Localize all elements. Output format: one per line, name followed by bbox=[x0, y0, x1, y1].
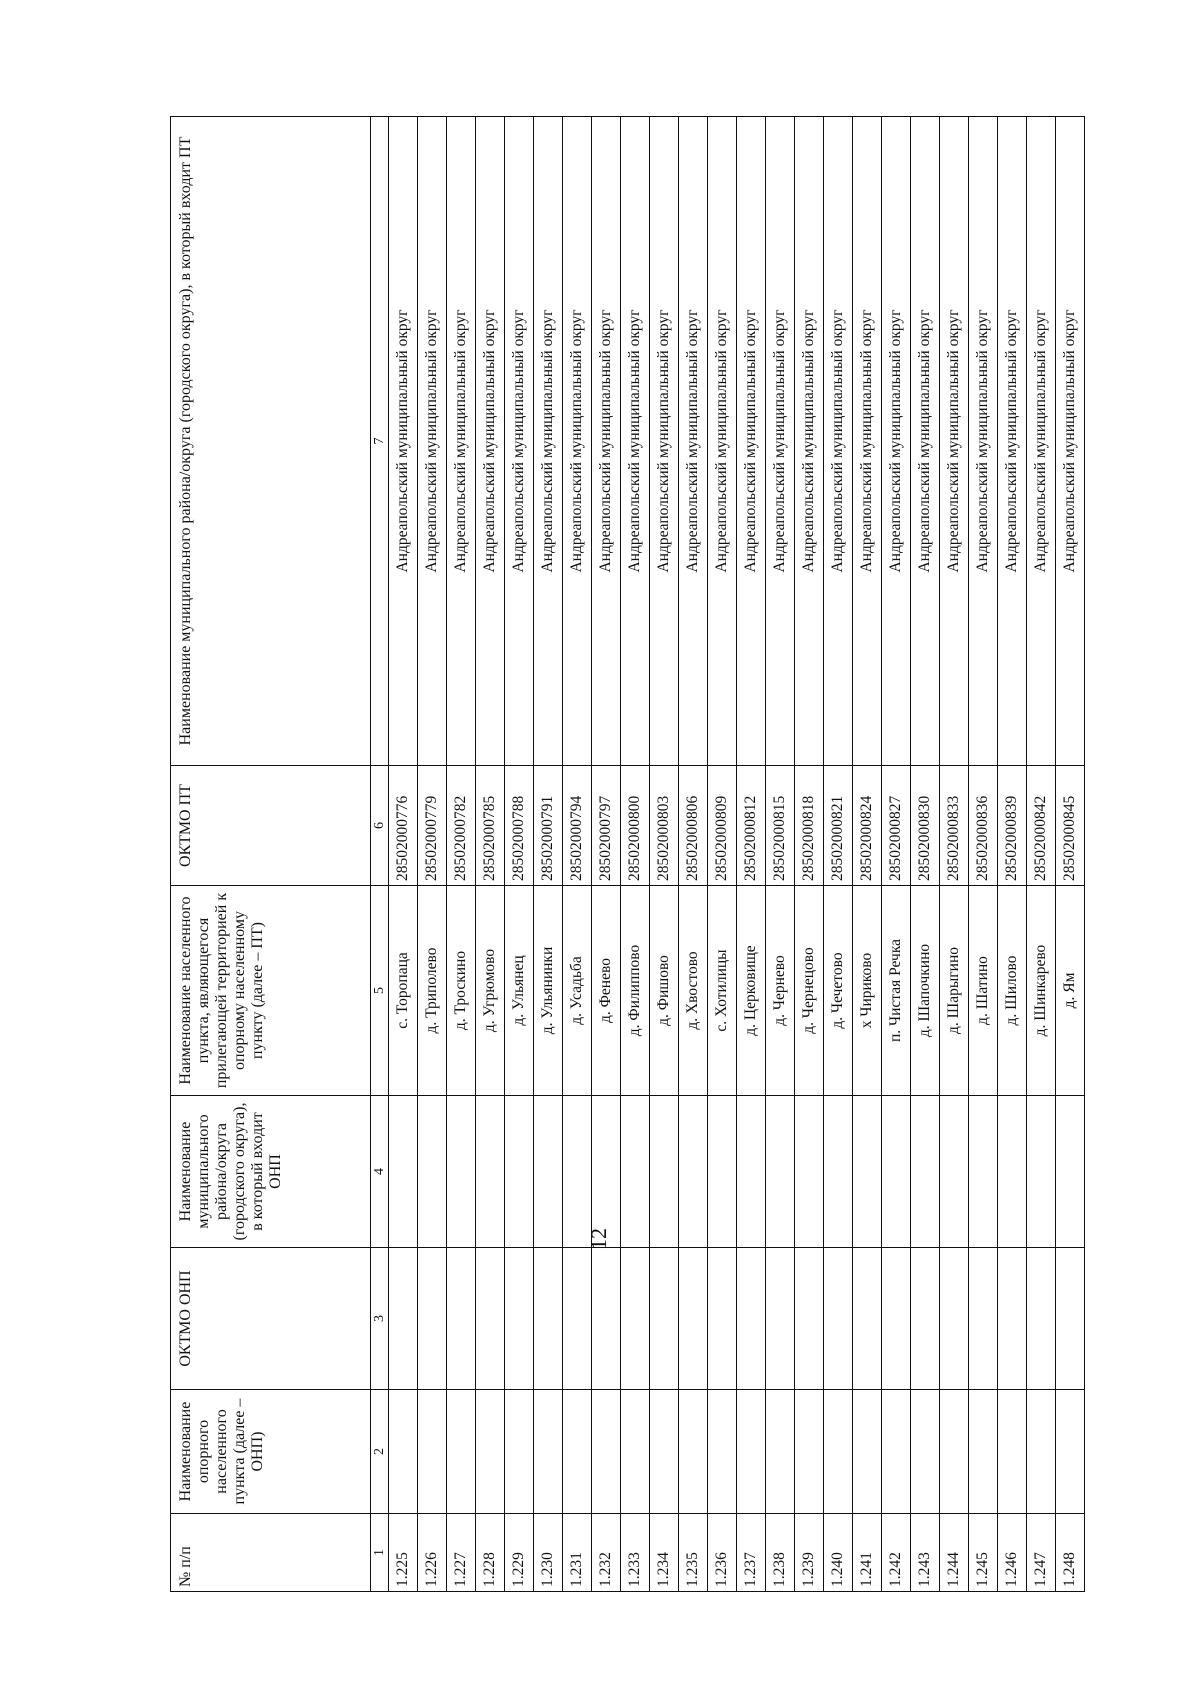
pt-oktmo-cell: 28502000791 bbox=[534, 766, 563, 886]
onp-district-cell bbox=[592, 1096, 621, 1248]
row-number: 1.238 bbox=[766, 1514, 795, 1592]
onp-oktmo-cell bbox=[795, 1248, 824, 1390]
onp-district-cell bbox=[911, 1096, 940, 1248]
pt-name-cell: х Чириково bbox=[853, 886, 882, 1096]
pt-oktmo-cell: 28502000836 bbox=[969, 766, 998, 886]
onp-district-cell bbox=[969, 1096, 998, 1248]
onp-district-cell bbox=[563, 1096, 592, 1248]
onp-oktmo-cell bbox=[998, 1248, 1027, 1390]
row-number: 1.228 bbox=[476, 1514, 505, 1592]
header-onp-oktmo: ОКТМО ОНП bbox=[171, 1248, 371, 1390]
row-number: 1.229 bbox=[505, 1514, 534, 1592]
onp-oktmo-cell bbox=[650, 1248, 679, 1390]
pt-oktmo-cell: 28502000842 bbox=[1027, 766, 1056, 886]
pt-oktmo-cell: 28502000818 bbox=[795, 766, 824, 886]
table-row bbox=[389, 117, 418, 1592]
header-onp-name: Наименование опорного населенного пункта (далее – ОНП) bbox=[171, 1390, 371, 1514]
onp-name-cell bbox=[563, 1390, 592, 1514]
header-onp-district: Наименование муниципального района/округа (городского округа), в который входит ОНП bbox=[171, 1096, 371, 1248]
pt-oktmo-cell: 28502000785 bbox=[476, 766, 505, 886]
onp-district-cell bbox=[534, 1096, 563, 1248]
header-number: № п/п bbox=[171, 1514, 371, 1592]
onp-district-cell bbox=[447, 1096, 476, 1248]
pt-oktmo-cell: 28502000794 bbox=[563, 766, 592, 886]
onp-name-cell bbox=[418, 1390, 447, 1514]
onp-oktmo-cell bbox=[766, 1248, 795, 1390]
row-number: 1.240 bbox=[824, 1514, 853, 1592]
onp-oktmo-cell bbox=[505, 1248, 534, 1390]
onp-district-cell bbox=[1056, 1096, 1085, 1248]
table-row bbox=[969, 117, 998, 1592]
pt-name-cell: д. Троскино bbox=[447, 886, 476, 1096]
row-number: 1.232 bbox=[592, 1514, 621, 1592]
row-number: 1.239 bbox=[795, 1514, 824, 1592]
column-index: 1 bbox=[371, 1514, 389, 1592]
pt-district-cell: Андреапольский муниципальный округ bbox=[708, 117, 737, 766]
document-table-wrapper bbox=[170, 117, 1078, 1592]
row-number: 1.226 bbox=[418, 1514, 447, 1592]
pt-district-cell: Андреапольский муниципальный округ bbox=[969, 117, 998, 766]
pt-name-cell: д. Церковище bbox=[737, 886, 766, 1096]
onp-oktmo-cell bbox=[708, 1248, 737, 1390]
header-pt-name: Наименование населенного пункта, являющегося прилегающей территорией к опорному населенному пункту (далее – ПТ) bbox=[171, 886, 371, 1096]
column-index: 7 bbox=[371, 117, 389, 766]
pt-district-cell: Андреапольский муниципальный округ bbox=[766, 117, 795, 766]
pt-name-cell: д. Шарыгино bbox=[940, 886, 969, 1096]
pt-oktmo-cell: 28502000812 bbox=[737, 766, 766, 886]
table-row bbox=[418, 117, 447, 1592]
pt-district-cell: Андреапольский муниципальный округ bbox=[476, 117, 505, 766]
table-row bbox=[1056, 117, 1085, 1592]
row-number: 1.247 bbox=[1027, 1514, 1056, 1592]
onp-oktmo-cell bbox=[824, 1248, 853, 1390]
pt-oktmo-cell: 28502000821 bbox=[824, 766, 853, 886]
onp-name-cell bbox=[476, 1390, 505, 1514]
table-row bbox=[766, 117, 795, 1592]
column-index-row bbox=[371, 117, 389, 1592]
column-index: 4 bbox=[371, 1096, 389, 1248]
pt-name-cell: д. Ям bbox=[1056, 886, 1085, 1096]
header-pt-oktmo: ОКТМО ПТ bbox=[171, 766, 371, 886]
table-row bbox=[795, 117, 824, 1592]
pt-oktmo-cell: 28502000782 bbox=[447, 766, 476, 886]
pt-name-cell: д. Ульянинки bbox=[534, 886, 563, 1096]
pt-name-cell: д. Шатино bbox=[969, 886, 998, 1096]
row-number: 1.235 bbox=[679, 1514, 708, 1592]
onp-name-cell bbox=[882, 1390, 911, 1514]
pt-district-cell: Андреапольский муниципальный округ bbox=[911, 117, 940, 766]
onp-district-cell bbox=[679, 1096, 708, 1248]
onp-name-cell bbox=[766, 1390, 795, 1514]
onp-name-cell bbox=[969, 1390, 998, 1514]
pt-name-cell: д. Филиппово bbox=[621, 886, 650, 1096]
pt-name-cell: д. Угрюмово bbox=[476, 886, 505, 1096]
pt-district-cell: Андреапольский муниципальный округ bbox=[621, 117, 650, 766]
onp-name-cell bbox=[911, 1390, 940, 1514]
column-index: 2 bbox=[371, 1390, 389, 1514]
onp-name-cell bbox=[389, 1390, 418, 1514]
table-row bbox=[911, 117, 940, 1592]
onp-district-cell bbox=[853, 1096, 882, 1248]
table-row bbox=[476, 117, 505, 1592]
row-number: 1.227 bbox=[447, 1514, 476, 1592]
row-number: 1.245 bbox=[969, 1514, 998, 1592]
pt-name-cell: п. Чистая Речка bbox=[882, 886, 911, 1096]
onp-district-cell bbox=[737, 1096, 766, 1248]
onp-name-cell bbox=[853, 1390, 882, 1514]
pt-name-cell: д. Триполево bbox=[418, 886, 447, 1096]
onp-name-cell bbox=[534, 1390, 563, 1514]
row-number: 1.241 bbox=[853, 1514, 882, 1592]
pt-district-cell: Андреапольский муниципальный округ bbox=[505, 117, 534, 766]
pt-district-cell: Андреапольский муниципальный округ bbox=[447, 117, 476, 766]
onp-district-cell bbox=[476, 1096, 505, 1248]
onp-district-cell bbox=[505, 1096, 534, 1248]
pt-district-cell: Андреапольский муниципальный округ bbox=[650, 117, 679, 766]
table-row bbox=[708, 117, 737, 1592]
pt-district-cell: Андреапольский муниципальный округ bbox=[679, 117, 708, 766]
pt-district-cell: Андреапольский муниципальный округ bbox=[592, 117, 621, 766]
row-number: 1.233 bbox=[621, 1514, 650, 1592]
onp-name-cell bbox=[505, 1390, 534, 1514]
onp-district-cell bbox=[418, 1096, 447, 1248]
pt-name-cell: д. Шинкарево bbox=[1027, 886, 1056, 1096]
onp-district-cell bbox=[1027, 1096, 1056, 1248]
row-number: 1.237 bbox=[737, 1514, 766, 1592]
pt-oktmo-cell: 28502000809 bbox=[708, 766, 737, 886]
table-row bbox=[1027, 117, 1056, 1592]
pt-oktmo-cell: 28502000797 bbox=[592, 766, 621, 886]
onp-oktmo-cell bbox=[1056, 1248, 1085, 1390]
pt-district-cell: Андреапольский муниципальный округ bbox=[824, 117, 853, 766]
onp-name-cell bbox=[824, 1390, 853, 1514]
table-row bbox=[534, 117, 563, 1592]
onp-district-cell bbox=[389, 1096, 418, 1248]
pt-oktmo-cell: 28502000830 bbox=[911, 766, 940, 886]
pt-district-cell: Андреапольский муниципальный округ bbox=[795, 117, 824, 766]
pt-name-cell: д. Чернецово bbox=[795, 886, 824, 1096]
row-number: 1.244 bbox=[940, 1514, 969, 1592]
onp-oktmo-cell bbox=[534, 1248, 563, 1390]
pt-oktmo-cell: 28502000833 bbox=[940, 766, 969, 886]
table-row bbox=[998, 117, 1027, 1592]
pt-name-cell: д. Хвостово bbox=[679, 886, 708, 1096]
pt-name-cell: д. Чечетово bbox=[824, 886, 853, 1096]
row-number: 1.231 bbox=[563, 1514, 592, 1592]
onp-district-cell bbox=[998, 1096, 1027, 1248]
pt-name-cell: с. Торопаца bbox=[389, 886, 418, 1096]
row-number: 1.236 bbox=[708, 1514, 737, 1592]
row-number: 1.234 bbox=[650, 1514, 679, 1592]
onp-oktmo-cell bbox=[476, 1248, 505, 1390]
table-row bbox=[505, 117, 534, 1592]
table-row bbox=[563, 117, 592, 1592]
pt-district-cell: Андреапольский муниципальный округ bbox=[737, 117, 766, 766]
onp-name-cell bbox=[679, 1390, 708, 1514]
pt-oktmo-cell: 28502000803 bbox=[650, 766, 679, 886]
onp-name-cell bbox=[795, 1390, 824, 1514]
table-body bbox=[389, 117, 1085, 1592]
row-number: 1.243 bbox=[911, 1514, 940, 1592]
pt-oktmo-cell: 28502000779 bbox=[418, 766, 447, 886]
onp-oktmo-cell bbox=[563, 1248, 592, 1390]
row-number: 1.230 bbox=[534, 1514, 563, 1592]
column-index: 5 bbox=[371, 886, 389, 1096]
table-row bbox=[447, 117, 476, 1592]
pt-oktmo-cell: 28502000815 bbox=[766, 766, 795, 886]
onp-oktmo-cell bbox=[969, 1248, 998, 1390]
pt-district-cell: Андреапольский муниципальный округ bbox=[563, 117, 592, 766]
pt-oktmo-cell: 28502000839 bbox=[998, 766, 1027, 886]
onp-name-cell bbox=[1027, 1390, 1056, 1514]
pt-oktmo-cell: 28502000806 bbox=[679, 766, 708, 886]
onp-oktmo-cell bbox=[679, 1248, 708, 1390]
onp-oktmo-cell bbox=[737, 1248, 766, 1390]
table-row bbox=[592, 117, 621, 1592]
header-pt-district: Наименование муниципального района/округа (городского округа), в который входит ПТ bbox=[171, 117, 371, 766]
table-row bbox=[853, 117, 882, 1592]
pt-oktmo-cell: 28502000827 bbox=[882, 766, 911, 886]
onp-district-cell bbox=[650, 1096, 679, 1248]
row-number: 1.248 bbox=[1056, 1514, 1085, 1592]
pt-district-cell: Андреапольский муниципальный округ bbox=[418, 117, 447, 766]
onp-oktmo-cell bbox=[447, 1248, 476, 1390]
column-index: 6 bbox=[371, 766, 389, 886]
pt-name-cell: д. Фишово bbox=[650, 886, 679, 1096]
onp-name-cell bbox=[940, 1390, 969, 1514]
pt-name-cell: д. Усадьба bbox=[563, 886, 592, 1096]
row-number: 1.225 bbox=[389, 1514, 418, 1592]
settlements-table bbox=[170, 116, 1085, 1592]
onp-oktmo-cell bbox=[592, 1248, 621, 1390]
pt-district-cell: Андреапольский муниципальный округ bbox=[1056, 117, 1085, 766]
pt-oktmo-cell: 28502000824 bbox=[853, 766, 882, 886]
onp-name-cell bbox=[650, 1390, 679, 1514]
pt-name-cell: д. Чернево bbox=[766, 886, 795, 1096]
onp-name-cell bbox=[1056, 1390, 1085, 1514]
onp-name-cell bbox=[737, 1390, 766, 1514]
pt-district-cell: Андреапольский муниципальный округ bbox=[882, 117, 911, 766]
onp-district-cell bbox=[766, 1096, 795, 1248]
onp-district-cell bbox=[795, 1096, 824, 1248]
onp-district-cell bbox=[621, 1096, 650, 1248]
pt-name-cell: д. Шапочкино bbox=[911, 886, 940, 1096]
onp-oktmo-cell bbox=[1027, 1248, 1056, 1390]
pt-name-cell: с. Хотилицы bbox=[708, 886, 737, 1096]
pt-district-cell: Андреапольский муниципальный округ bbox=[853, 117, 882, 766]
row-number: 1.242 bbox=[882, 1514, 911, 1592]
onp-district-cell bbox=[708, 1096, 737, 1248]
onp-oktmo-cell bbox=[940, 1248, 969, 1390]
onp-district-cell bbox=[882, 1096, 911, 1248]
onp-name-cell bbox=[708, 1390, 737, 1514]
table-header-row bbox=[171, 117, 371, 1592]
pt-district-cell: Андреапольский муниципальный округ bbox=[389, 117, 418, 766]
table-row bbox=[679, 117, 708, 1592]
pt-district-cell: Андреапольский муниципальный округ bbox=[534, 117, 563, 766]
pt-oktmo-cell: 28502000776 bbox=[389, 766, 418, 886]
table-row bbox=[824, 117, 853, 1592]
pt-name-cell: д. Ульянец bbox=[505, 886, 534, 1096]
onp-oktmo-cell bbox=[882, 1248, 911, 1390]
pt-oktmo-cell: 28502000845 bbox=[1056, 766, 1085, 886]
onp-oktmo-cell bbox=[911, 1248, 940, 1390]
onp-oktmo-cell bbox=[621, 1248, 650, 1390]
pt-name-cell: д. Фенево bbox=[592, 886, 621, 1096]
onp-district-cell bbox=[824, 1096, 853, 1248]
onp-oktmo-cell bbox=[853, 1248, 882, 1390]
row-number: 1.246 bbox=[998, 1514, 1027, 1592]
table-row bbox=[650, 117, 679, 1592]
onp-oktmo-cell bbox=[418, 1248, 447, 1390]
table-row bbox=[737, 117, 766, 1592]
pt-district-cell: Андреапольский муниципальный округ bbox=[940, 117, 969, 766]
table-row bbox=[621, 117, 650, 1592]
onp-name-cell bbox=[998, 1390, 1027, 1514]
pt-oktmo-cell: 28502000788 bbox=[505, 766, 534, 886]
pt-oktmo-cell: 28502000800 bbox=[621, 766, 650, 886]
onp-name-cell bbox=[592, 1390, 621, 1514]
onp-name-cell bbox=[621, 1390, 650, 1514]
pt-district-cell: Андреапольский муниципальный округ bbox=[1027, 117, 1056, 766]
page-number: 12 bbox=[586, 1228, 611, 1250]
onp-oktmo-cell bbox=[389, 1248, 418, 1390]
column-index: 3 bbox=[371, 1248, 389, 1390]
pt-name-cell: д. Шилово bbox=[998, 886, 1027, 1096]
onp-district-cell bbox=[940, 1096, 969, 1248]
table-row bbox=[940, 117, 969, 1592]
onp-name-cell bbox=[447, 1390, 476, 1514]
pt-district-cell: Андреапольский муниципальный округ bbox=[998, 117, 1027, 766]
table-row bbox=[882, 117, 911, 1592]
